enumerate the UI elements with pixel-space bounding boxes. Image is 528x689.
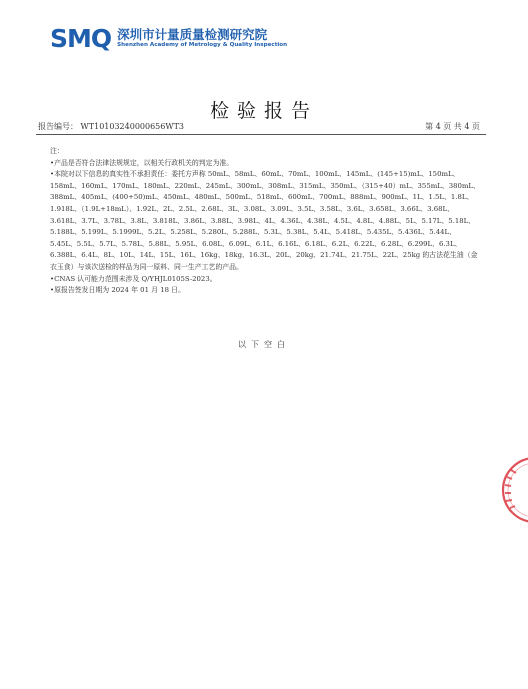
- page-info: 第 4 页 共 4 页: [425, 122, 480, 131]
- header-divider: [36, 134, 486, 135]
- notes-heading: 注：: [50, 147, 64, 155]
- logo-mark: SMQ: [50, 24, 112, 53]
- report-number: [38, 121, 184, 132]
- note-item: •CNAS 认可能力范围未涉及 Q/YHJL0105S-2023。: [50, 274, 217, 283]
- report-number-value: WT10103240000656WT3: [80, 122, 185, 131]
- blank-marker: 以下空白: [238, 340, 290, 349]
- page-title: 检验报告: [209, 100, 318, 122]
- org-logo: [50, 26, 287, 51]
- note-item: •原报告签发日期为 2024 年 01 月 18 日。: [50, 286, 185, 295]
- note-item: •本院对以下信息的真实性不承担责任：委托方声称 50mL、58mL、60mL、70mL、100mL、145mL、(145+15)mL、150mL、158mL、160mL、170mL、180mL、220mL、245mL、300mL、308mL、315mL、350mL、（315+40）mL、355mL、380mL、388mL、405mL、(400+50)mL、450mL、480mL、500mL、518mL、600mL、700mL、888mL、900mL、1L、1.5L、1.8L、1.918L、（1.9L+18mL）、1.92L、2L、2.5L、2.68L、3L、3.08L、3.09L、3.5L、3.58L、3.6L、3.658L、3.66L、3.68L、3.618L、3.7L、3.78L、3.8L、3.818L、3.86L、3.88L、3.98L、4L、4.36L、4.38L、4.5L、4.8L、4.88L、5L、5.17L、5.18L、5.188L、5.199L、5.1999L、5.2L、5.258L、5.280L、5.288L、5.3L、5.38L、5.4L、5.418L、5.435L、5.436L、5.44L、5.45L、5.5L、5.7L、5.78L、5.88L、5.95L、6.08L、6.09L、6.1L、6.16L、6.18L、6.2L、6.22L、6.28L、6.299L、6.3L、6.388L、6.4L、8L、10L、14L、15L、16L、16kg、18kg、16.3L、20L、20kg、21.74L、21.75L、22L、25kg 的古法花生油（金衣玉食）与该次送检的样品为同一原料、同一生产工艺的产品。: [50, 170, 480, 271]
- note-item: •产品是否符合法律法规规定，以相关行政机关的判定为准。: [50, 158, 234, 167]
- notes-section: [50, 146, 482, 297]
- org-name-en: Shenzhen Academy of Metrology & Quality Inspection: [117, 42, 288, 48]
- org-name-cn: 深圳市计量质量检测研究院: [117, 27, 268, 42]
- report-number-label: 报告编号：: [38, 122, 78, 131]
- logo-text: [117, 28, 287, 49]
- official-seal-stamp: [500, 455, 528, 525]
